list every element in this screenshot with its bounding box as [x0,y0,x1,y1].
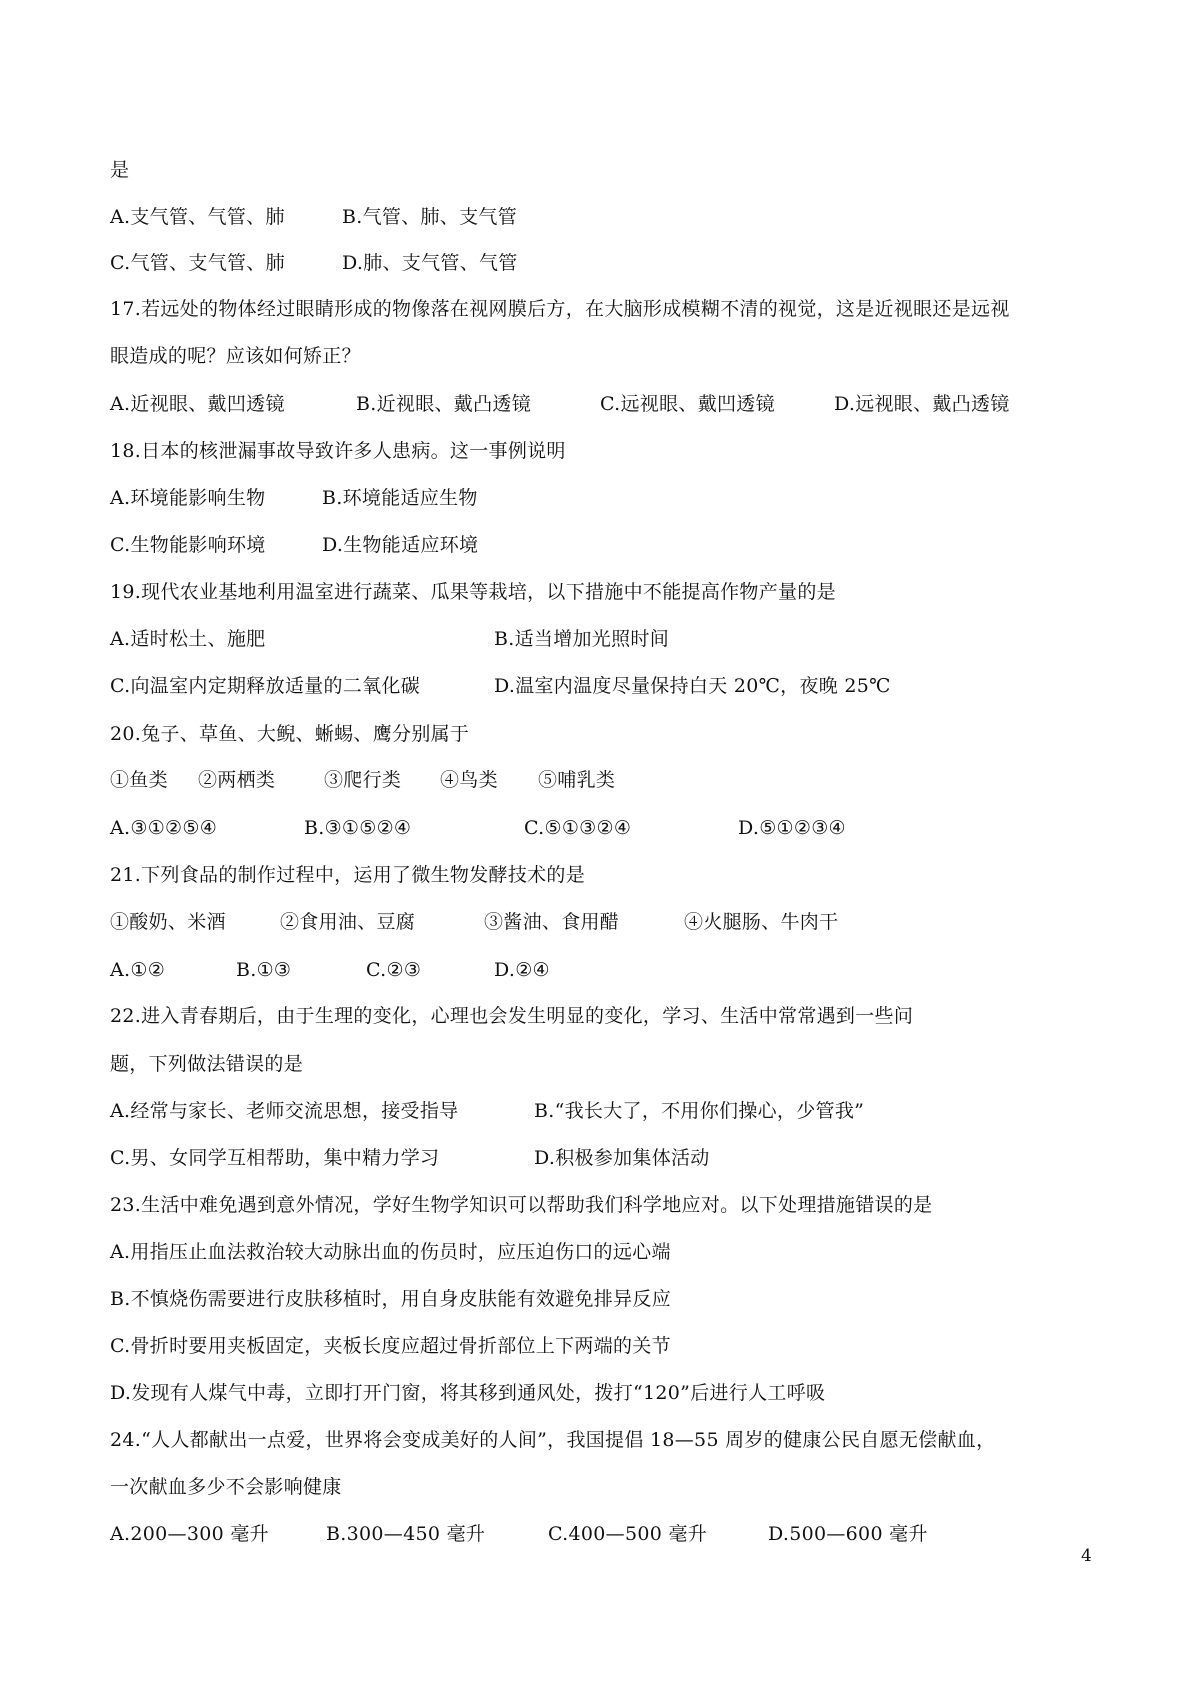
q17-option-b: B.近视眼、戴凸透镜 [356,393,532,415]
q24-option-c: C.400—500 毫升 [548,1523,708,1545]
q16-option-c: C.气管、支气管、肺 [110,252,285,274]
q22-option-c: C.男、女同学互相帮助，集中精力学习 [110,1147,440,1169]
q20-option-d: D.⑤①②③④ [738,817,846,839]
q19-option-a: A.适时松土、施肥 [110,628,266,650]
q17-option-c: C.远视眼、戴凹透镜 [600,393,775,415]
q19-option-b: B.适当增加光照时间 [494,628,670,650]
q18-option-a: A.环境能影响生物 [110,487,266,509]
q23-option-a: A.用指压止血法救治较大动脉出血的伤员时，应压迫伤口的远心端 [110,1241,671,1263]
q21-choice-1: ①酸奶、米酒 [110,911,226,933]
page-number: 4 [1081,1546,1092,1566]
q24-option-d: D.500—600 毫升 [768,1523,928,1545]
q21-option-c: C.②③ [366,959,422,981]
q23-stem: 23.生活中难免遇到意外情况，学好生物学知识可以帮助我们科学地应对。以下处理措施错误的是 [110,1194,933,1216]
q20-choice-2: ②两栖类 [198,769,276,791]
q22-option-b: B.“我长大了，不用你们操心，少管我” [534,1100,865,1122]
q21-option-a: A.①② [110,959,166,981]
q18-option-c: C.生物能影响环境 [110,534,266,556]
q24-stem-line-2: 一次献血多少不会影响健康 [110,1476,342,1498]
q18-option-d: D.生物能适应环境 [322,534,479,556]
q21-choice-4: ④火腿肠、牛肉干 [684,911,839,933]
q16-option-b: B.气管、肺、支气管 [342,206,518,228]
q20-option-a: A.③①②⑤④ [110,817,218,839]
q24-option-b: B.300—450 毫升 [326,1523,486,1545]
q19-option-c: C.向温室内定期释放适量的二氧化碳 [110,675,421,697]
q22-option-d: D.积极参加集体活动 [534,1147,710,1169]
q23-option-c: C.骨折时要用夹板固定，夹板长度应超过骨折部位上下两端的关节 [110,1335,671,1357]
q20-choice-5: ⑤哺乳类 [538,769,616,791]
q20-stem: 20.兔子、草鱼、大鲵、蜥蜴、鹰分别属于 [110,723,470,745]
q21-stem: 21.下列食品的制作过程中，运用了微生物发酵技术的是 [110,864,586,886]
q21-choice-2: ②食用油、豆腐 [280,911,416,933]
q19-stem: 19.现代农业基地利用温室进行蔬菜、瓜果等栽培，以下措施中不能提高作物产量的是 [110,581,836,603]
q18-option-b: B.环境能适应生物 [322,487,478,509]
q17-option-a: A.近视眼、戴凹透镜 [110,393,285,415]
q16-option-d: D.肺、支气管、气管 [342,252,518,274]
q20-choice-1: ①鱼类 [110,769,168,791]
q23-option-d: D.发现有人煤气中毒，立即打开门窗，将其移到通风处，拨打“120”后进行人工呼吸 [110,1382,826,1404]
q20-option-b: B.③①⑤②④ [304,817,412,839]
q19-option-d: D.温室内温度尽量保持白天 20℃，夜晚 25℃ [494,675,891,697]
q24-option-a: A.200—300 毫升 [110,1523,269,1545]
q21-option-d: D.②④ [494,959,550,981]
q16-option-a: A.支气管、气管、肺 [110,206,285,228]
q21-option-b: B.①③ [236,959,292,981]
q24-stem-line-1: 24.“人人都献出一点爱，世界将会变成美好的人间”，我国提倡 18—55 周岁的健康公民自愿无偿献血， [110,1429,996,1451]
q16-continuation: 是 [110,159,130,181]
q22-option-a: A.经常与家长、老师交流思想，接受指导 [110,1100,459,1122]
q17-option-d: D.远视眼、戴凸透镜 [834,393,1010,415]
q18-stem: 18.日本的核泄漏事故导致许多人患病。这一事例说明 [110,440,566,462]
q20-choice-4: ④鸟类 [440,769,498,791]
q23-option-b: B.不慎烧伤需要进行皮肤移植时，用自身皮肤能有效避免排异反应 [110,1288,672,1310]
q17-stem-line-2: 眼造成的呢？应该如何矫正？ [110,345,361,367]
q22-stem-line-1: 22.进入青春期后，由于生理的变化，心理也会发生明显的变化，学习、生活中常常遇到一些问 [110,1005,914,1027]
q17-stem-line-1: 17.若远处的物体经过眼睛形成的物像落在视网膜后方，在大脑形成模糊不清的视觉，这是近视眼还是远视 [110,298,1010,320]
q20-option-c: C.⑤①③②④ [524,817,632,839]
q20-choice-3: ③爬行类 [324,769,402,791]
q21-choice-3: ③酱油、食用醋 [484,911,620,933]
q22-stem-line-2: 题，下列做法错误的是 [110,1053,304,1075]
